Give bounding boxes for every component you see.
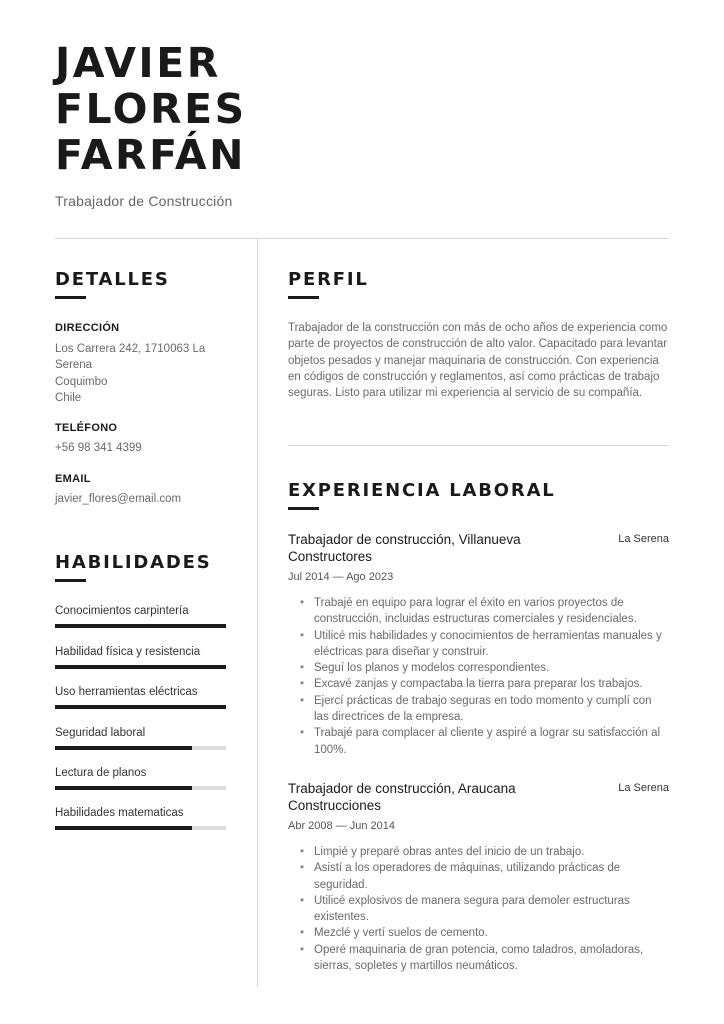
skill-item xyxy=(55,685,226,709)
job-dates: Abr 2008 — Jun 2014 xyxy=(288,820,396,832)
skill-name: Conocimientos carpintería xyxy=(55,605,189,617)
experience-underline xyxy=(288,507,319,510)
job-entry xyxy=(288,532,669,758)
experience-heading: EXPERIENCIA LABORAL xyxy=(288,480,556,501)
skill-item xyxy=(55,806,226,830)
job-bullets xyxy=(288,595,669,758)
skill-bar xyxy=(55,826,226,830)
skill-bar-fill xyxy=(55,826,192,830)
skill-bar xyxy=(55,665,226,669)
skill-name: Seguridad laboral xyxy=(55,727,146,739)
skill-bar-fill xyxy=(55,665,226,669)
email-label: EMAIL xyxy=(55,473,91,485)
skill-bar-fill xyxy=(55,705,226,709)
phone-label: TELÉFONO xyxy=(55,422,118,434)
job-bullet: • Ejercí prácticas de trabajo seguras en todo momento y cumplí con las directrices de la empresa. xyxy=(314,693,669,726)
skill-name: Lectura de planos xyxy=(55,767,147,779)
skill-name: Habilidad física y resistencia xyxy=(55,646,201,658)
job-title: Trabajador de construcción, Villanueva Constructores xyxy=(288,532,521,564)
job-bullets xyxy=(288,844,669,974)
address-line: Los Carrera 242, 1710063 La xyxy=(55,343,206,355)
skills-heading: HABILIDADES xyxy=(55,552,212,573)
address-line: Chile xyxy=(55,391,82,404)
job-bullet: • Utilicé explosivos de manera segura para demoler estructuras existentes. xyxy=(314,893,669,926)
job-location: La Serena xyxy=(618,782,669,794)
name-line-2: FLORES xyxy=(55,85,247,133)
skill-bar-fill xyxy=(55,746,192,750)
job-bullet: • Trabajé para complacer al cliente y aspiré a lograr su satisfacción al 100%. xyxy=(314,725,669,758)
phone-value: +56 98 341 4399 xyxy=(55,442,142,454)
email-value[interactable]: javier_flores@email.com xyxy=(55,493,182,505)
job-bullet: • Limpié y preparé obras antes del inicio de un trabajo. xyxy=(314,844,669,860)
job-bullet: • Utilicé mis habilidades y conocimientos de herramientas manuales y eléctricas para diseñar y construir. xyxy=(314,628,669,661)
skill-item xyxy=(55,645,226,669)
job-bullet: • Seguí los planos y modelos correspondientes. xyxy=(314,660,669,676)
job-dates: Jul 2014 — Ago 2023 xyxy=(288,571,394,583)
candidate-name xyxy=(55,40,247,178)
skill-bar xyxy=(55,786,226,790)
job-header xyxy=(288,532,669,565)
job-location: La Serena xyxy=(618,533,669,545)
skill-bar-fill xyxy=(55,786,192,790)
details-heading: DETALLES xyxy=(55,269,170,290)
skill-item xyxy=(55,604,226,628)
header-divider xyxy=(55,238,669,239)
skill-bar xyxy=(55,624,226,628)
job-bullet: • Excavé zanjas y compactaba la tierra para preparar los trabajos. xyxy=(314,676,669,692)
skill-item xyxy=(55,726,226,750)
name-line-1: JAVIER xyxy=(55,39,221,87)
address-text xyxy=(55,341,215,406)
name-line-3: FARFÁN xyxy=(55,131,246,179)
skill-name: Habilidades matematicas xyxy=(55,807,184,819)
address-line: Serena xyxy=(55,359,93,372)
profile-divider xyxy=(288,445,669,446)
address-line: Coquimbo xyxy=(55,375,108,388)
job-header xyxy=(288,781,669,814)
skill-bar-fill xyxy=(55,624,226,628)
job-entry xyxy=(288,781,669,974)
job-title: Trabajador de Construcción xyxy=(55,193,233,209)
skill-bar xyxy=(55,705,226,709)
job-bullet: • Trabajé en equipo para lograr el éxito en varios proyectos de construcción, incluidas estructuras comerciales y residenciales. xyxy=(314,595,669,628)
skill-item xyxy=(55,766,226,790)
job-bullet: • Mezclé y vertí suelos de cemento. xyxy=(314,925,669,941)
address-label: DIRECCIÓN xyxy=(55,322,120,334)
skill-name: Uso herramientas eléctricas xyxy=(55,686,198,698)
job-bullet: • Asistí a los operadores de máquinas, utilizando prácticas de seguridad. xyxy=(314,860,669,893)
skill-bar xyxy=(55,746,226,750)
skills-underline xyxy=(55,579,86,582)
profile-underline xyxy=(288,296,319,299)
profile-heading: PERFIL xyxy=(288,269,369,290)
job-title: Trabajador de construcción, Araucana Construcciones xyxy=(288,781,516,813)
details-underline xyxy=(55,296,86,299)
column-divider xyxy=(257,239,258,987)
profile-text: Trabajador de la construcción con más de ocho años de experiencia como parte de proyectos de construcción de alto valor. Capacitado para levantar objetos pesados y manejar maquinaria de construcción. Con experiencia en códigos de construcción y reglamentos, así como prácticas de trabajo seguras. Listo para utilizar mi experiencia al servicio de su compañía. xyxy=(288,322,668,400)
job-bullet: • Operé maquinaria de gran potencia, como taladros, amoladoras, sierras, sopletes y martillos neumáticos. xyxy=(314,942,669,975)
